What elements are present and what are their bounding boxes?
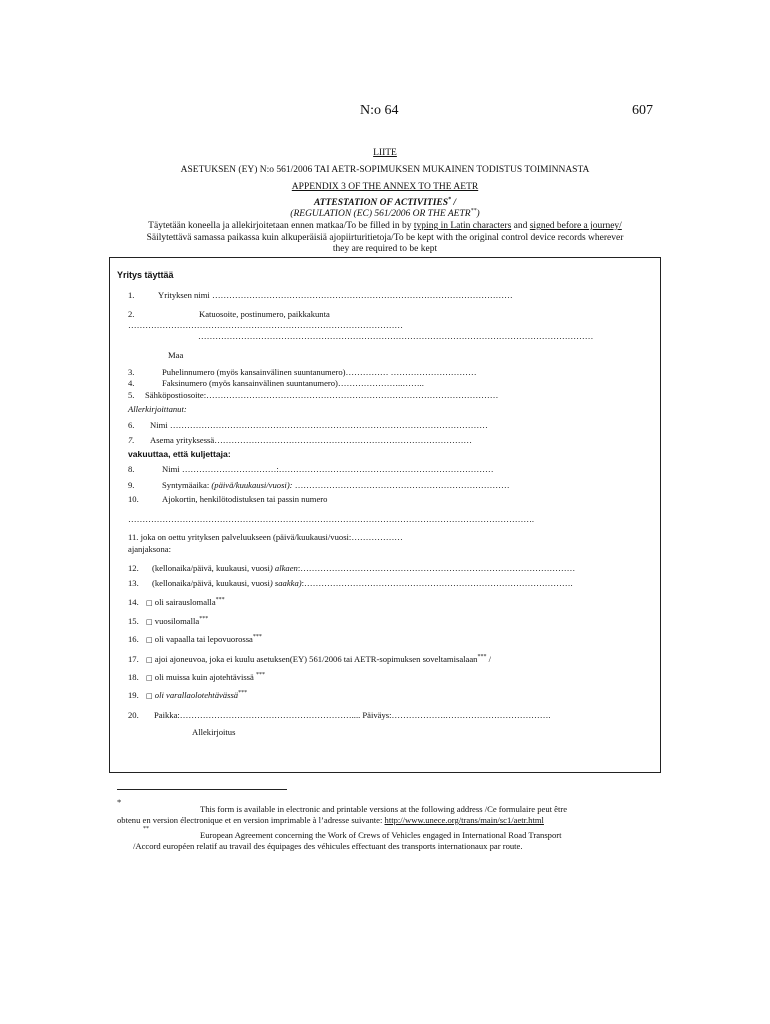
footnote-mark-2: ** <box>143 826 149 832</box>
attestation-heading: ATTESTATION OF ACTIVITIES* / <box>313 196 457 208</box>
aetr-link[interactable]: http://www.unece.org/trans/main/sc1/aetr.html <box>384 815 544 825</box>
certify-heading: vakuuttaa, että kuljettaja: <box>128 449 231 459</box>
field-employment-start[interactable]: 11. joka on oettu yrityksen palveluukseen (päivä/kuukausi/vuosi:……………… <box>128 532 403 542</box>
footnote-divider <box>117 789 287 790</box>
country-label: Maa <box>168 350 184 360</box>
title-line-1: ASETUKSEN (EY) N:o 561/2006 TAI AETR-SOPIMUKSEN MUKAINEN TODISTUS TOIMINNASTA <box>180 165 590 175</box>
gazette-number: N:o 64 <box>360 103 399 118</box>
period-label: ajanjaksona: <box>128 544 171 554</box>
footnote-1-line-1: This form is available in electronic and printable versions at the following address /Ce formulaire peut être <box>200 804 568 814</box>
signature-label: Allekirjoitus <box>192 727 236 737</box>
checkbox-icon[interactable]: □ <box>146 692 153 700</box>
page-number: 607 <box>632 103 653 118</box>
footnote-1-line-2: obtenu en version électronique et en version imprimable à l’adresse suivante: http://www.unece.org/trans/main/sc1/aetr.html <box>117 815 544 825</box>
document-page: N:o 64 607 LIITE ASETUKSEN (EY) N:o 561/2006 TAI AETR-SOPIMUKSEN MUKAINEN TODISTUS TOIMINNASTA APPENDIX 3 OF THE ANNEX TO THE AETR ATTESTATION OF ACTIVITIES* / (REGULATION (EC) 561/2006 OR THE AETR**) Täytetään koneella ja allekirjoitetaan ennen matkaa/To be filled in by typing in Latin characters and signed before a journey/ Säilytettävä samassa paikassa kuin alkuperäisiä ajopiirturitietoja/To be kept with the original control device records wherever they are required to be kept Yritys täyttää 1. Yrityksen nimi …………………………………………………………………………………………… 2. Katuosoite, postinumero, paikkakunta …………………………………………………………………………………… ………………………………………………………………………………………………………………………… Maa 3. Puhelinnumero (myös kansainvälinen suuntanumero)…………… ………………………… 4. Faksinumero (myös kansainvälinen suuntanumero)…………………..…….. 5. Sähköpostiosoite:………………………………………………………………………………………… Allerkirjoittanut: 6. Nimi ………………………………………………………………………………………………… 7. Asema yrityksessä……………………………………………………………………………… vakuuttaa, että kuljettaja: 8. Nimi ……………………………:………………………………………………………………… 9. Syntymäaika: (päivä/kuukausi/vuosi): ………………………………………………………………… 10. Ajokortin, henkilötodistuksen tai passin numero ……………………………………………………………………………………………………………………………. 11. joka on oettu yrityksen palveluukseen (päivä/kuukausi/vuosi:……………… ajanjaksona: 12. (kellonaika/päivä, kuukausi, vuosi) alkaen:…………………………………………………………………………………… 13. (kellonaika/päivä, kuukausi, vuosi) saakka):…………………………………………………………………………………. 14. □ oli sairauslomalla*** 15. □ vuosilomalla*** 16. □ oli vapaalla tai lepovuorossa*** 17. □ ajoi ajoneuvoa, joka ei kuulu asetuksen(EY) 561/2006 tai AETR-sopimuksen soveltamisalaan*** / 18. □ oli muissa kuin ajotehtävissä *** 19. □ oli varallaolotehtävässä*** 20. Paikka:…………………………………………………….... Päiväys:……………….………………………………. Allekirjoitus * This form is available in electronic and printable versions at the following address /Ce formulaire peut être obtenu en version électronique et en version imprimable à l’adresse suivante: http://www.unece.org/trans/main/sc1/aetr.html ** European Agreement concerning the Work of Crews of Vehicles engaged in International Road Transport /Accord européen relatif au travail des équipages des véhicules effectuant des transports internationaux par route. <box>0 0 770 1024</box>
regulation-heading: (REGULATION (EC) 561/2006 OR THE AETR**) <box>290 207 480 219</box>
footnote-2-line-2: /Accord européen relatif au travail des équipages des véhicules effectuant des transports internationaux par route. <box>133 841 523 851</box>
checkbox-icon[interactable]: □ <box>146 656 153 664</box>
section-company-heading: Yritys täyttää <box>117 270 174 280</box>
instruction-line-1: Täytetään koneella ja allekirjoitetaan ennen matkaa/To be filled in by typing in Latin characters and signed before a journey/ <box>148 221 622 231</box>
checkbox-icon[interactable]: □ <box>146 618 153 626</box>
checkbox-icon[interactable]: □ <box>146 636 153 644</box>
licence-dots: ……………………………………………………………………………………………………………………………. <box>128 514 535 524</box>
title-line-2: APPENDIX 3 OF THE ANNEX TO THE AETR <box>291 182 479 192</box>
checkbox-icon[interactable]: □ <box>146 599 153 607</box>
undersigned-label: Allerkirjoittanut: <box>128 404 187 414</box>
footnote-2-line-1: European Agreement concerning the Work of Crews of Vehicles engaged in International Road Transport <box>200 830 562 840</box>
instruction-line-3: they are required to be kept <box>332 244 438 254</box>
address-dots-2: ………………………………………………………………………………………………………………………… <box>198 331 594 341</box>
instruction-line-2: Säilytettävä samassa paikassa kuin alkuperäisiä ajopiirturitietoja/To be kept with the original control device records wherever <box>146 233 624 243</box>
checkbox-icon[interactable]: □ <box>146 674 153 682</box>
annex-label: LIITE <box>373 148 397 158</box>
address-dots-1: …………………………………………………………………………………… <box>128 320 403 330</box>
footnote-mark-1: * <box>117 797 122 807</box>
